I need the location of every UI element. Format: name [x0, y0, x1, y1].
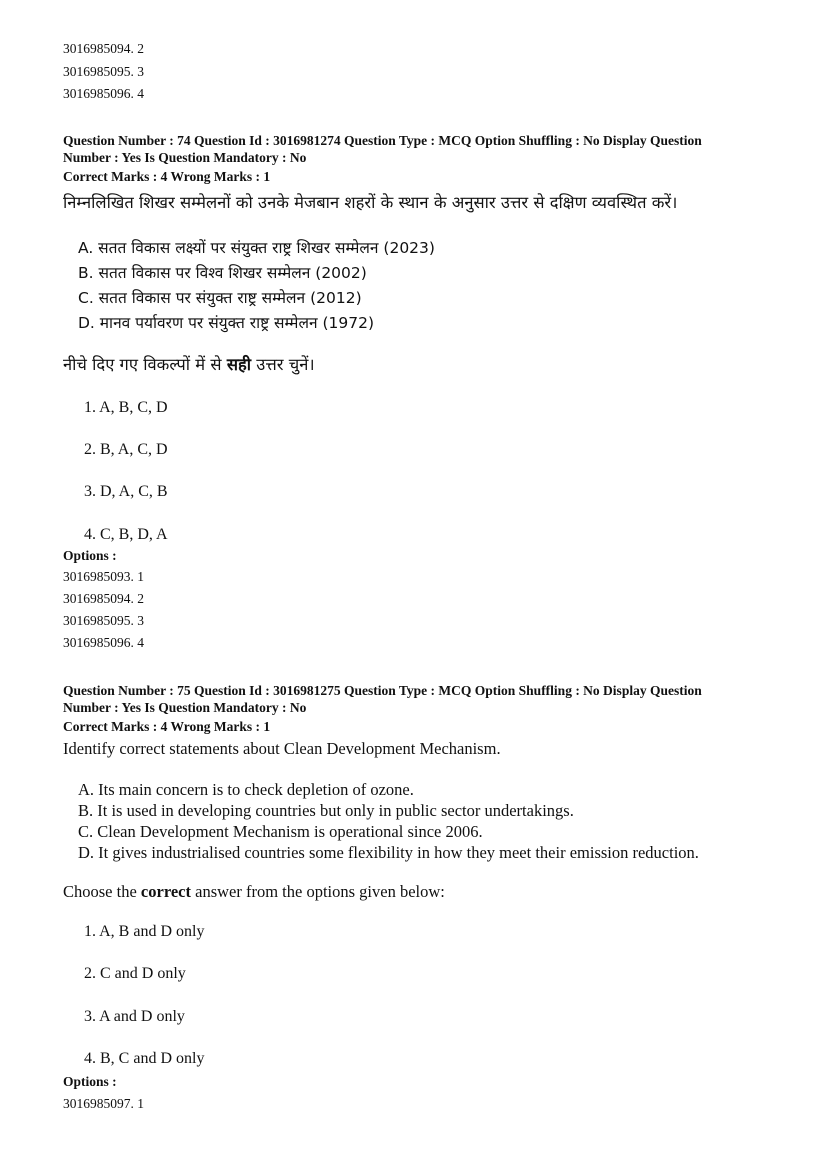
- q74-statement-c: C. सतत विकास पर संयुक्त राष्ट्र सम्मेलन (2012): [78, 289, 362, 307]
- q74-marks: Correct Marks : 4 Wrong Marks : 1: [63, 169, 271, 184]
- option-id-line: 3016985097. 1: [63, 1096, 144, 1111]
- q75-question-text: Identify correct statements about Clean Development Mechanism.: [63, 739, 501, 758]
- q75-choice-3: 3. A and D only: [84, 1008, 185, 1025]
- q75-statement-a: A. Its main concern is to check depletion of ozone.: [78, 780, 414, 799]
- q75-statement-c: C. Clean Development Mechanism is operational since 2006.: [78, 822, 483, 841]
- option-id-line: 3016985094. 2: [63, 591, 144, 606]
- q75-choice-4: 4. B, C and D only: [84, 1050, 205, 1067]
- q74-statement-a: A. सतत विकास लक्ष्यों पर संयुक्त राष्ट्र शिखर सम्मेलन (2023): [78, 239, 435, 257]
- q75-choose-instruction: Choose the correct answer from the options given below:: [63, 882, 445, 901]
- q74-statement-d: D. मानव पर्यावरण पर संयुक्त राष्ट्र सम्मेलन (1972): [78, 314, 375, 332]
- q74-choice-4: 4. C, B, D, A: [84, 526, 168, 543]
- option-id-line: 3016985093. 1: [63, 569, 144, 584]
- q74-choice-3: 3. D, A, C, B: [84, 483, 168, 500]
- option-id-line: 3016985096. 4: [63, 635, 144, 650]
- q75-marks: Correct Marks : 4 Wrong Marks : 1: [63, 719, 271, 734]
- q74-choice-2: 2. B, A, C, D: [84, 441, 168, 458]
- q75-meta: Question Number : 75 Question Id : 3016981275 Question Type : MCQ Option Shuffling : No Display Question Number : Yes Is Question Mandatory : No: [63, 683, 702, 715]
- q74-statement-b: B. सतत विकास पर विश्व शिखर सम्मेलन (2002): [78, 264, 367, 282]
- option-id-line: 3016985094. 2: [63, 41, 144, 56]
- q75-choice-2: 2. C and D only: [84, 965, 186, 982]
- option-id-line: 3016985095. 3: [63, 64, 144, 79]
- q74-options-label: Options :: [63, 548, 117, 563]
- q75-statement-d: D. It gives industrialised countries some flexibility in how they meet their emission reduction.: [78, 843, 699, 862]
- q74-choice-1: 1. A, B, C, D: [84, 399, 168, 416]
- q75-statement-b: B. It is used in developing countries but only in public sector undertakings.: [78, 801, 574, 820]
- q74-question-text: निम्नलिखित शिखर सम्मेलनों को उनके मेजबान शहरों के स्थान के अनुसार उत्तर से दक्षिण व्यवस्थित करें।: [63, 193, 678, 212]
- option-id-line: 3016985095. 3: [63, 613, 144, 628]
- option-id-line: 3016985096. 4: [63, 86, 144, 101]
- q75-choice-1: 1. A, B and D only: [84, 923, 205, 940]
- q74-choose-instruction: नीचे दिए गए विकल्पों में से सही उत्तर चुनें।: [63, 355, 315, 374]
- q74-meta: Question Number : 74 Question Id : 3016981274 Question Type : MCQ Option Shuffling : No Display Question Number : Yes Is Question Mandatory : No: [63, 133, 702, 165]
- q75-options-label: Options :: [63, 1074, 117, 1089]
